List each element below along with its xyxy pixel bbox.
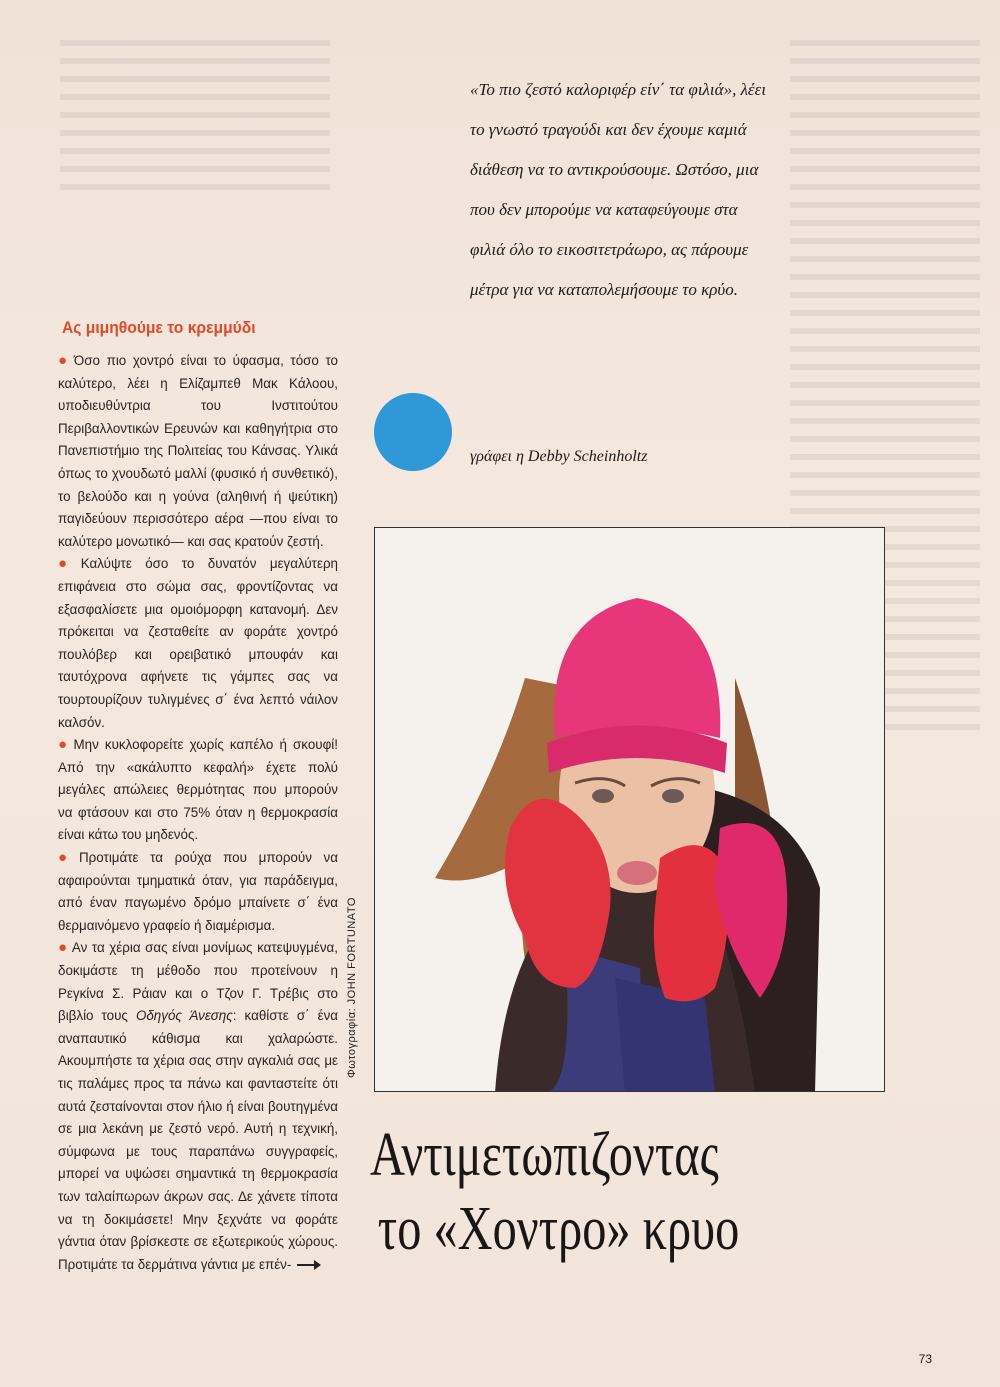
photo-credit: Φωτογραφία: JOHN FORTUNATO — [346, 897, 358, 1078]
intro-text: «Το πιο ζεστό καλοριφέρ είν΄ τα φιλιά», λέει το γνωστό τραγούδι και δεν έχουμε καμιά διάθεση να το αντικρούσουμε. Ωστόσο, μια που δεν μπορούμε να καταφεύγουμε στα φιλιά όλο το εικοσιτετράωρο, ας πάρουμε μέτρα για να καταπολεμήσουμε το κρύο. — [470, 80, 767, 299]
body-column — [58, 350, 338, 1276]
book-title: Οδηγός Άνεσης — [135, 1008, 233, 1024]
body-paragraph: ● Καλύψτε όσο το δυνατόν μεγαλύτερη επιφάνεια στο σώμα σας, φροντίζοντας να εξασφαλίσετε μια ομοιόμορφη κατανομή. Δεν πρόκειται να ζεσταθείτε αν φοράτε χοντρό πουλόβερ και ορειβατικό μπουφάν και ταυτόχρονα αφήνετε τις γάμπες σας να τουρτουρίζουν τυλιγμένες σ΄ ένα λεπτό νάιλον καλσόν. — [58, 555, 339, 730]
body-paragraph: ● Προτιμάτε τα ρούχα που μπορούν να αφαιρούνται τμηματικά όταν, για παράδειγμα, από έναν παγωμένο δρόμο μπαίνετε σ΄ ένα θερμαινόμενο γραφείο ή διαμέρισμα. — [58, 849, 338, 933]
bullet-icon: ● — [58, 939, 68, 957]
body-paragraph: ● Μην κυκλοφορείτε χωρίς καπέλο ή σκουφί! Από την «ακάλυπτο κεφαλή» έχετε πολύ μεγάλες απώλειες θερμότητας που μπορούν να φτάσουν και στο 75% όταν η θερμοκρασία είναι κάτω του μηδενός. — [58, 736, 338, 843]
byline: γράφει η Debby Scheinholtz — [470, 448, 648, 465]
section-heading: Ας μιμηθούμε το κρεμμύδι — [62, 318, 256, 337]
photo-woman-in-winter-wear — [374, 527, 885, 1092]
bleed-through-top-left — [60, 40, 330, 190]
blue-dot-ornament — [374, 393, 452, 471]
bullet-icon: ● — [58, 352, 70, 369]
body-paragraph: ● Όσο πιο χοντρό είναι το ύφασμα, τόσο το καλύτερο, λέει η Ελίζαμπεθ Μακ Κάλοου, υποδιευθύντρια του Ινστιτούτου Περιβαλλοντικών Ερευνών και καθηγήτρια στο Πανεπιστήμιο της Πολιτείας του Κάνσας. Υλικά όπως το χνουδωτό μαλλί (φυσικό ή συνθετικό), το βελούδο και η γούνα (αληθινή ή ψεύτικη) παγιδεύουν περισσότερο αέρα —που είναι το καλύτερο μονωτικό— και σας κρατούν ζεστή. — [58, 352, 338, 549]
bullet-icon: ● — [58, 555, 77, 573]
body-paragraph: ● Αν τα χέρια σας είναι μονίμως κατεψυγμένα, δοκιμάστε τη μέθοδο που προτείνουν η Ρεγκίνα Σ. Ράιαν και ο Τζον Γ. Τρέβις στο βιβλίο τους Οδηγός Άνεσης: καθίστε σ΄ ένα αναπαυτικό κάθισμα και χαλαρώστε. Ακουμπήστε τα χέρια σας στην αγκαλιά σας με τις παλάμες προς τα πάνω και φανταστείτε ότι αυτά ζεσταίνονται στον ήλιο ή είναι βουτηγμένα σε μια λεκάνη με ζεστό νερό. Αυτή η τεχνική, σύμφωνα με τους παραπάνω συγγραφείς, μπορεί να υψώσει σημαντικά τη θερμοκρασία των ταλαίπωρων άκρων σας. Δε χάνετε τίποτα να τη δοκιμάσετε! Μην ξεχνάτε να φοράτε γάντια όταν βρίσκεστε σε εξωτερικούς χώρους. Προτιμάτε τα δερμάτινα γάντια με επέν- — [58, 939, 339, 1272]
page-number: 73 — [918, 1352, 932, 1366]
continue-arrow-icon — [297, 1264, 319, 1266]
photo-illustration — [375, 528, 885, 1092]
bullet-icon: ● — [58, 849, 75, 867]
headline-line-1: Αντιμετωπιζοντας — [370, 1121, 719, 1189]
headline-line-2: το «Χοντρο» κρυο — [377, 1195, 740, 1263]
bullet-icon: ● — [58, 736, 70, 754]
headline — [370, 1118, 776, 1266]
